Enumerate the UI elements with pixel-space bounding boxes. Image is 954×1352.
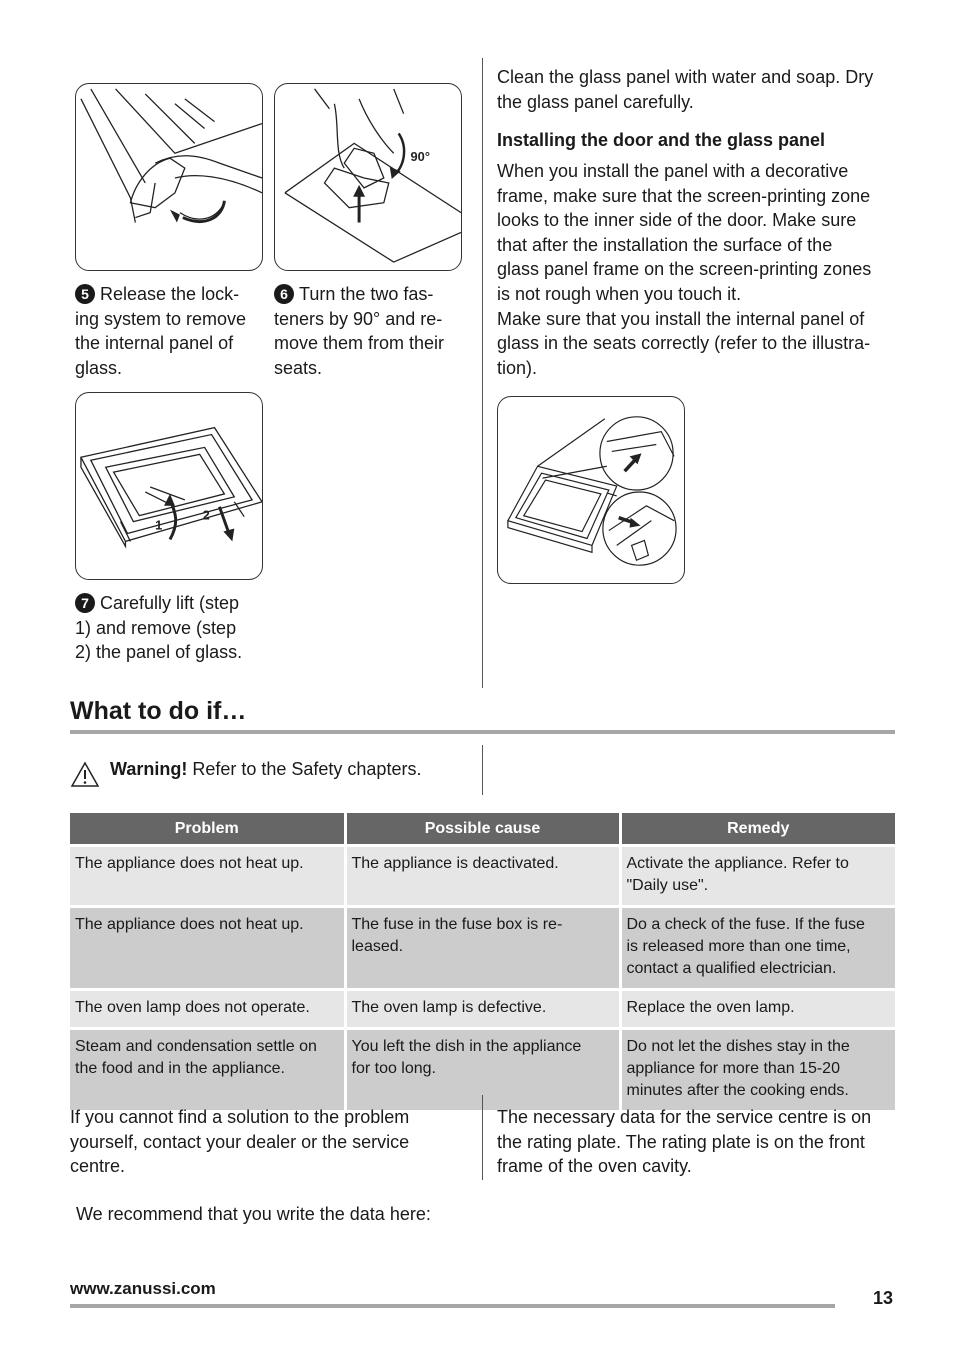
- header-problem: Problem: [70, 813, 345, 846]
- step-7-caption: 7 Carefully lift (step 1) and remove (step 2) the panel of glass.: [75, 593, 243, 663]
- header-remedy: Remedy: [620, 813, 895, 846]
- footer-rule: [70, 1304, 835, 1308]
- table-row: [70, 846, 895, 907]
- intro-paragraph: Clean the glass panel with water and soap. Dry the glass panel carefully.: [497, 67, 874, 112]
- warning-label: Warning!: [110, 759, 188, 779]
- step-5-number: 5: [75, 284, 95, 304]
- column-divider-bottom: [482, 1095, 483, 1180]
- rating-plate-paragraph: The necessary data for the service centre is on the rating plate. The rating plate is on the front frame of the oven cavity.: [497, 1107, 872, 1177]
- illustration-turn-fasteners: [274, 83, 462, 271]
- step-2-label: 2: [202, 507, 210, 523]
- lift-remove-glass-drawing: [76, 393, 262, 579]
- turn-fasteners-drawing: [275, 84, 461, 270]
- cause-cell: The fuse in the fuse box is re- leased.: [345, 907, 620, 990]
- remedy-cell: Replace the oven lamp.: [620, 990, 895, 1029]
- header-possible-cause: Possible cause: [345, 813, 620, 846]
- footer-website[interactable]: www.zanussi.com: [70, 1279, 216, 1298]
- release-lock-drawing: [76, 84, 262, 270]
- step-6-number: 6: [274, 284, 294, 304]
- remedy-cell: Activate the appliance. Refer to "Daily use".: [620, 846, 895, 907]
- illustration-install-glass: [497, 396, 685, 584]
- cause-cell: The oven lamp is defective.: [345, 990, 620, 1029]
- problem-cell: The appliance does not heat up.: [70, 907, 345, 990]
- contact-dealer-paragraph: If you cannot find a solution to the problem yourself, contact your dealer or the service centre.: [70, 1107, 410, 1177]
- column-divider-top: [482, 58, 483, 688]
- illustration-release-lock: [75, 83, 263, 271]
- step-5-caption: 5 Release the lock- ing system to remove the internal panel of glass.: [75, 284, 247, 378]
- recommend-text: We recommend that you write the data here:: [76, 1204, 431, 1224]
- step-1-label: 1: [155, 517, 163, 533]
- install-glass-drawing: [498, 397, 684, 583]
- install-paragraph: When you install the panel with a decorative frame, make sure that the screen-printing zone looks to the inner side of the door. Make sure that after the installation the surface of the glass panel frame on the screen-printing zones is not rough when you touch it. Make sure that you install the internal panel of glass in the seats correctly (refer to the illustra- tion).: [497, 161, 872, 378]
- cause-cell: You left the dish in the appliance for too long.: [345, 1029, 620, 1111]
- page-number: 13: [873, 1288, 894, 1308]
- troubleshooting-table: [70, 813, 895, 1110]
- section-title: What to do if…: [70, 697, 247, 725]
- warning-triangle-icon: [70, 760, 100, 788]
- problem-cell: The appliance does not heat up.: [70, 846, 345, 907]
- angle-label: 90°: [410, 149, 430, 165]
- table-row: [70, 907, 895, 990]
- warning-text: Refer to the Safety chapters.: [187, 759, 422, 779]
- step-7-number: 7: [75, 593, 95, 613]
- warning-divider: [482, 745, 483, 795]
- illustration-lift-remove-glass: [75, 392, 263, 580]
- install-subheading: Installing the door and the glass panel: [497, 130, 826, 150]
- section-title-rule: [70, 730, 895, 734]
- problem-cell: Steam and condensation settle on the food and in the appliance.: [70, 1029, 345, 1111]
- remedy-cell: Do not let the dishes stay in the appliance for more than 15-20 minutes after the cooking ends.: [620, 1029, 895, 1111]
- remedy-cell: Do a check of the fuse. If the fuse is released more than one time, contact a qualified electrician.: [620, 907, 895, 990]
- cause-cell: The appliance is deactivated.: [345, 846, 620, 907]
- problem-cell: The oven lamp does not operate.: [70, 990, 345, 1029]
- table-row: [70, 990, 895, 1029]
- table-header-row: [70, 813, 895, 846]
- step-6-caption: 6 Turn the two fas- teners by 90° and re- move them from their seats.: [274, 284, 445, 378]
